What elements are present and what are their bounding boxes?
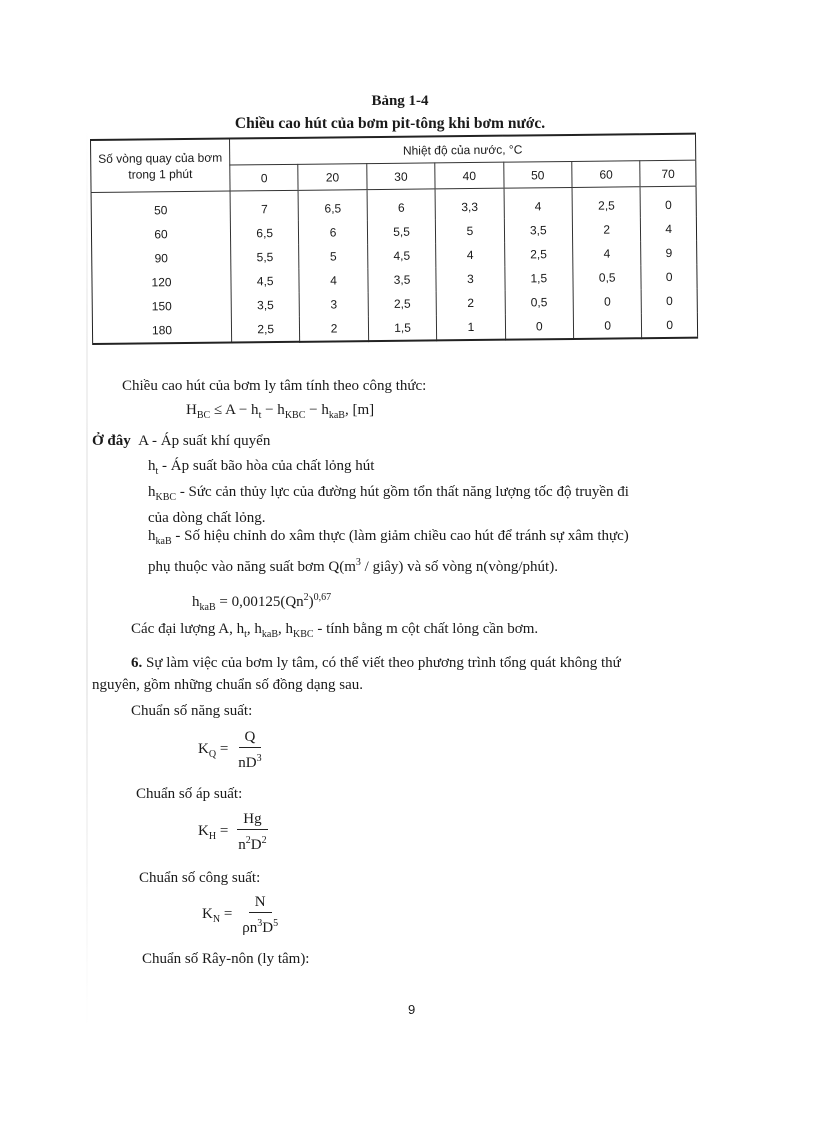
kq-denominator	[232, 748, 267, 772]
kh-denominator	[232, 830, 272, 854]
superscript: 2	[303, 592, 309, 603]
table-cell: 0,5	[505, 290, 574, 315]
symbol: K	[198, 740, 209, 757]
symbol-sub: t	[155, 466, 159, 477]
units-text: , h	[246, 621, 262, 637]
denominator-text: ρn	[242, 920, 258, 936]
kn-label: Chuẩn số công suất:	[139, 870, 261, 886]
formula-lhs: $K_H$ =	[198, 822, 229, 842]
temperature-header-20: 20	[298, 164, 367, 191]
kh-numerator: Hg	[237, 810, 267, 830]
table-cell: 4	[504, 187, 573, 218]
kn-fraction	[236, 893, 284, 937]
denominator-text: n	[238, 837, 246, 853]
kq-formula	[198, 728, 268, 772]
exponent: 0,67	[313, 592, 332, 603]
formula-lhs-sub: BC	[196, 410, 211, 421]
units-text: Các đại lượng A, h	[131, 621, 245, 637]
section-number: 6.	[131, 655, 143, 671]
formula-part: = 0,00125(Qn	[215, 594, 304, 610]
kh-label: Chuẩn số áp suất:	[136, 786, 243, 802]
hkab-formula	[192, 592, 331, 613]
table-cell: 4	[641, 217, 697, 242]
formula-lhs: h	[192, 594, 200, 610]
units-text: - tính bằng m cột chất lỏng cần bơm.	[313, 621, 539, 637]
table-cell: 0	[573, 289, 642, 314]
temperature-header-30: 30	[367, 163, 436, 190]
table-cell: 1	[437, 315, 506, 341]
table-cell: 0	[505, 314, 574, 340]
temperature-header-40: 40	[435, 162, 504, 189]
where-label: Ở đây	[92, 433, 131, 449]
formula-part: )	[308, 594, 314, 610]
superscript: 3	[355, 557, 361, 568]
formula-part: ≤ A − h	[210, 402, 259, 418]
table-row	[92, 313, 697, 344]
table-cell: 0	[642, 313, 698, 339]
formula-lhs: $K_Q$ =	[198, 740, 229, 760]
table-cell: 6	[299, 220, 368, 245]
formula-sub: kaB	[328, 410, 345, 421]
superscript: 3	[257, 918, 263, 929]
table-cell: 2,5	[368, 291, 437, 316]
row-speed-label: 180	[151, 323, 173, 338]
formula-part: − h	[261, 402, 285, 418]
row-speed-label: 50	[153, 203, 168, 218]
table-caption: Chiều cao hút của bơm pit-tông khi bơm nước.	[234, 115, 546, 132]
units-statement	[131, 621, 538, 640]
definition-text: phụ thuộc vào năng suất bơm Q(m	[148, 559, 356, 575]
symbol-sub: N	[212, 913, 221, 925]
table-cell: 6	[367, 189, 436, 220]
definition-a	[92, 433, 270, 450]
reynolds-label: Chuẩn số Rây-nôn (ly tâm):	[142, 951, 310, 967]
suction-height-table	[90, 133, 698, 345]
table-cell: 6,5	[230, 221, 299, 246]
kq-numerator: Q	[239, 728, 262, 748]
superscript: 5	[273, 918, 279, 929]
table-cell: 4	[299, 268, 368, 293]
formula-unit: , [m]	[344, 402, 375, 418]
definition-hkbc-cont: của dòng chất lỏng.	[148, 510, 266, 526]
table-cell: 3,5	[368, 267, 437, 292]
section-6-line1	[131, 655, 621, 672]
symbol-sub: H	[208, 830, 217, 842]
symbol-sub: kaB	[261, 629, 279, 640]
table-cell: 0,5	[573, 265, 642, 290]
symbol-sub: Q	[208, 748, 217, 760]
definition-hkab-cont	[148, 557, 558, 576]
kn-numerator: N	[249, 893, 272, 913]
table-cell: 3,5	[504, 218, 573, 243]
formula-lhs: $K_N$ =	[202, 905, 233, 925]
main-formula	[186, 402, 374, 421]
superscript: 2	[261, 835, 267, 846]
page-number: 9	[408, 1002, 416, 1017]
symbol: h	[148, 458, 156, 474]
table-cell: 2,5	[231, 317, 300, 343]
table-cell: 5	[299, 244, 368, 269]
definition-text: / giây) và số vòng n(vòng/phút).	[360, 559, 558, 575]
table-cell: 7	[230, 190, 299, 221]
formula-sub: t	[258, 410, 262, 421]
section-text: Sự làm việc của bơm ly tâm, có thể viết theo phương trình tổng quát không thứ	[142, 655, 621, 671]
definition-ht	[148, 458, 374, 477]
scan-shadow	[86, 130, 88, 1030]
table-number: Bảng 1-4	[371, 93, 429, 109]
temperature-header-70: 70	[640, 160, 696, 187]
temperature-header-60: 60	[572, 161, 641, 188]
table-cell: 4	[436, 243, 505, 268]
symbol-sub: t	[244, 629, 247, 640]
row-speed-label: 150	[151, 299, 172, 314]
definition-text: - Áp suất bão hòa của chất lỏng hút	[158, 458, 375, 474]
superscript: 3	[256, 753, 262, 764]
row-speed-label: 60	[154, 227, 168, 242]
symbol: K	[198, 822, 209, 839]
formula-sub: KBC	[284, 410, 306, 421]
kq-label: Chuẩn số năng suất:	[131, 703, 253, 719]
table-cell: 5,5	[367, 219, 436, 244]
table-cell: 3,3	[435, 188, 504, 219]
table-cell: 4	[573, 241, 642, 266]
table-cell: 2	[436, 291, 505, 316]
table-cell: 3	[436, 267, 505, 292]
definition-hkab	[148, 528, 629, 547]
table-cell: 0	[573, 313, 642, 339]
table-cell: 2	[572, 217, 641, 242]
symbol-sub: KBC	[155, 492, 177, 503]
formula-lhs-sub: kaB	[199, 602, 216, 613]
row-speed-label: 120	[151, 275, 172, 290]
table-cell: 0	[641, 265, 697, 290]
table-body	[91, 186, 698, 344]
superscript: 2	[245, 835, 251, 846]
formula-lhs: H	[186, 402, 197, 418]
kh-formula	[198, 810, 273, 854]
formula-part: − h	[305, 402, 329, 418]
table-cell: 6,5	[298, 190, 367, 221]
table-cell: 5,5	[231, 245, 300, 270]
row-header: Số vòng quay của bơm trong 1 phút	[91, 139, 231, 193]
intro-text: Chiều cao hút của bơm ly tâm tính theo công thức:	[122, 378, 427, 394]
table-cell: 9	[641, 241, 697, 266]
table-cell: 2,5	[504, 242, 573, 267]
definition-hkbc	[148, 484, 629, 503]
denominator-text: D	[262, 920, 274, 936]
table-cell: 4,5	[231, 269, 300, 294]
table-cell: 2,5	[572, 187, 641, 218]
table-cell: 0	[642, 289, 698, 314]
kq-fraction	[232, 728, 267, 772]
definition-text: - Số hiệu chỉnh do xâm thực (làm giảm chiều cao hút để tránh sự xâm thực)	[171, 528, 629, 544]
symbol: h	[148, 484, 156, 500]
table-cell: 1,5	[368, 315, 437, 341]
table-cell: 3	[300, 292, 369, 317]
section-6-line2: nguyên, gồm những chuẩn số đồng dạng sau.	[92, 677, 364, 693]
def-a-text: A - Áp suất khí quyển	[138, 433, 271, 449]
row-speed-label: 90	[154, 251, 168, 266]
table-cell: 0	[640, 186, 696, 217]
temperature-header-0: 0	[230, 164, 299, 191]
temperature-header-50: 50	[503, 161, 572, 188]
temperature-group-header: Nhiệt độ của nước, °C	[230, 134, 696, 165]
kn-formula	[202, 893, 284, 937]
denominator-text: nD	[238, 755, 257, 771]
symbol-sub: kaB	[155, 536, 172, 547]
units-text: , h	[278, 621, 294, 637]
symbol: h	[148, 528, 156, 544]
table-cell: 2	[300, 316, 369, 342]
definition-text: - Sức cản thủy lực của đường hút gồm tổn thất năng lượng tốc độ truyền đi	[176, 484, 629, 500]
table-cell: 4,5	[367, 243, 436, 268]
symbol: K	[202, 905, 213, 922]
table-cell: 3,5	[231, 293, 300, 318]
table-cell: 1,5	[504, 266, 573, 291]
kh-fraction	[232, 810, 272, 854]
denominator-text: D	[250, 837, 262, 853]
kn-denominator	[236, 913, 284, 937]
symbol-sub: KBC	[293, 629, 314, 640]
table-cell: 5	[436, 219, 505, 244]
